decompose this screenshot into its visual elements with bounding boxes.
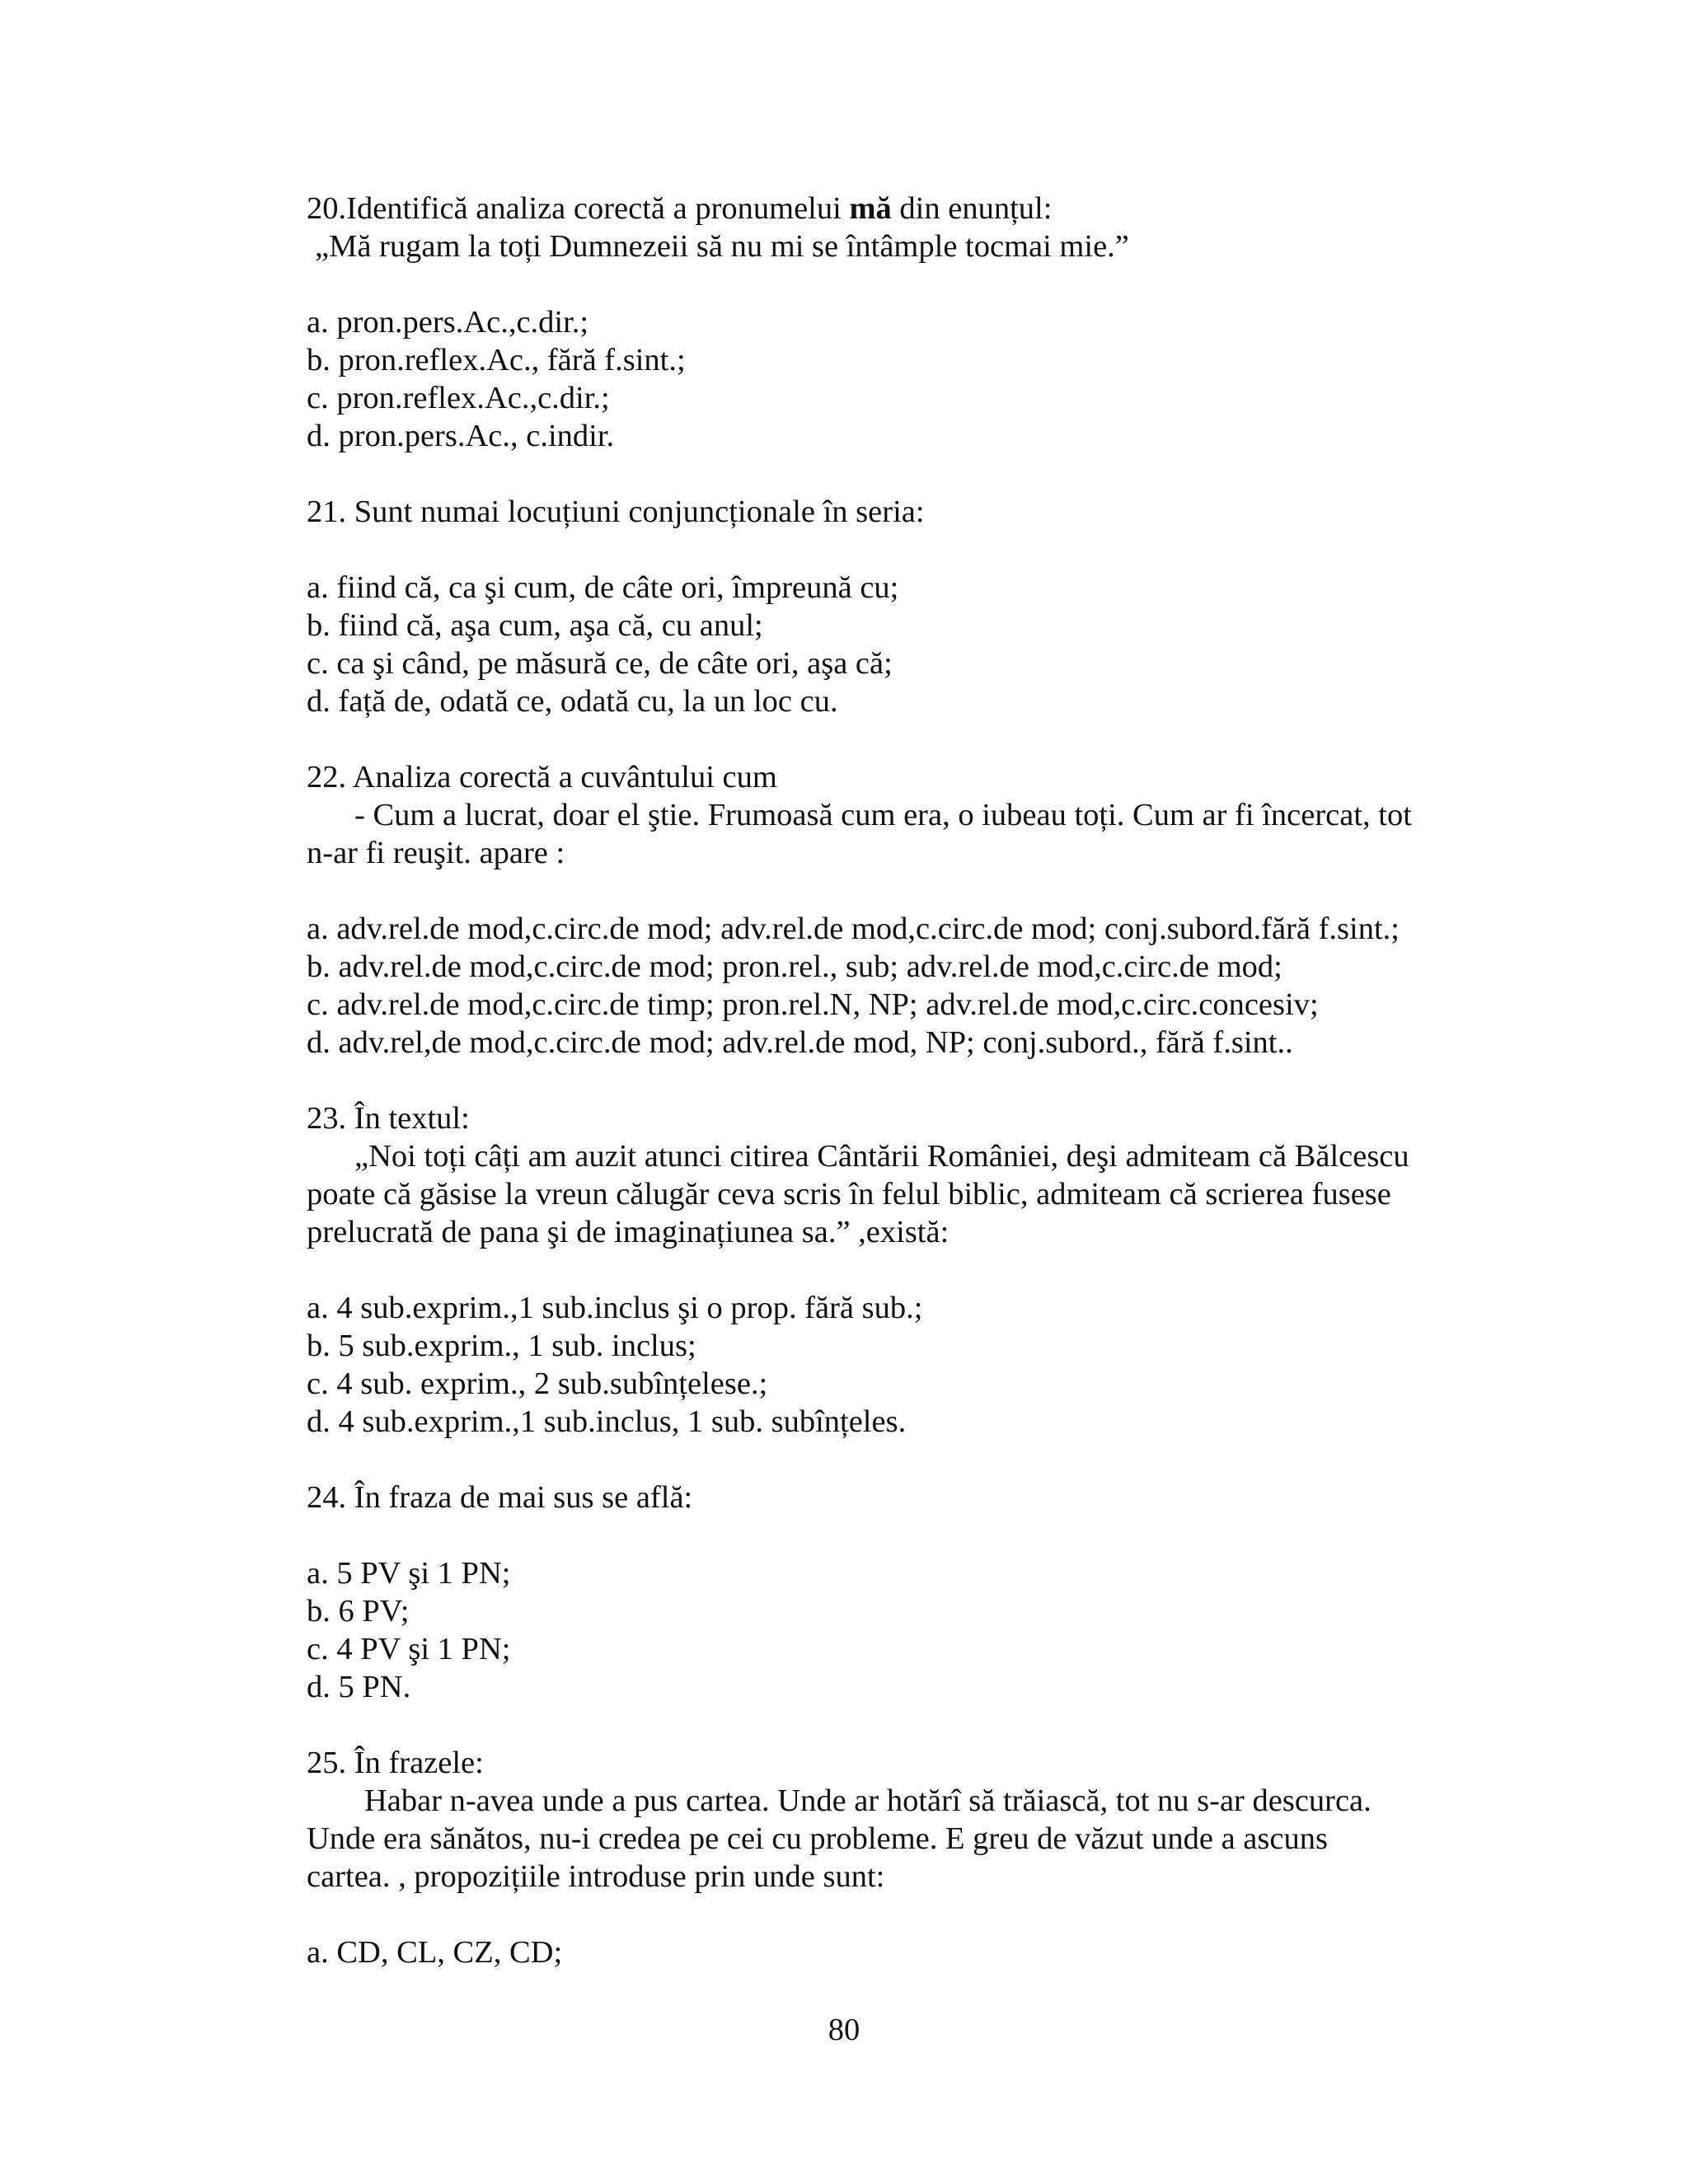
question-25-stem: 25. În frazele:	[307, 1746, 484, 1780]
question-25-text-line-2: Unde era sănătos, nu-i credea pe cei cu probleme. E greu de văzut unde a ascuns	[307, 1821, 1328, 1856]
question-20-quote: „Mă rugam la toți Dumnezeii să nu mi se întâmple tocmai mie.”	[315, 229, 1129, 264]
question-22-option-c: c. adv.rel.de mod,c.circ.de timp; pron.rel.N, NP; adv.rel.de mod,c.circ.concesiv;	[307, 987, 1319, 1022]
question-25-text-line-1: Habar n-avea unde a pus cartea. Unde ar hotărî să trăiască, tot nu s-ar descurca.	[364, 1783, 1372, 1818]
question-24-option-b: b. 6 PV;	[307, 1594, 410, 1629]
page-number: 80	[828, 2013, 860, 2047]
question-23-option-a: a. 4 sub.exprim.,1 sub.inclus şi o prop. fără sub.;	[307, 1291, 923, 1325]
spacer	[307, 1706, 1477, 1744]
question-22-option-d: d. adv.rel,de mod,c.circ.de mod; adv.rel.de mod, NP; conj.subord., fără f.sint..	[307, 1025, 1293, 1060]
question-20-option-a: a. pron.pers.Ac.,c.dir.;	[307, 305, 589, 340]
question-20-stem	[307, 190, 1477, 227]
spacer	[307, 1441, 1477, 1479]
spacer	[307, 455, 1477, 493]
question-24-option-d: d. 5 PN.	[307, 1670, 411, 1704]
question-21-stem: 21. Sunt numai locuțiuni conjuncționale în seria:	[307, 494, 925, 529]
spacer	[307, 1896, 1477, 1933]
question-20-option-c: c. pron.reflex.Ac.,c.dir.;	[307, 381, 610, 415]
question-23-stem: 23. În textul:	[307, 1101, 470, 1136]
question-25-option-a: a. CD, CL, CZ, CD;	[307, 1935, 563, 1970]
question-20-option-b: b. pron.reflex.Ac., fără f.sint.;	[307, 343, 686, 377]
question-21-option-a: a. fiind că, ca şi cum, de câte ori, împreună cu;	[307, 570, 899, 605]
question-23-text-line-2: poate că găsise la vreun călugăr ceva scris în felul biblic, admiteam că scrierea fusese	[307, 1177, 1391, 1212]
question-24-option-a: a. 5 PV şi 1 PN;	[307, 1556, 511, 1591]
question-20-suffix: din enunțul:	[891, 191, 1053, 226]
question-21-option-b: b. fiind că, aşa cum, aşa că, cu anul;	[307, 608, 763, 643]
spacer	[307, 720, 1477, 758]
question-23-text-line-3: prelucrată de pana şi de imaginațiunea sa.” ,există:	[307, 1215, 950, 1249]
question-22-text-line-2: n-ar fi reuşit. apare :	[307, 836, 565, 870]
question-20-prefix: 20.Identifică analiza corectă a pronumelui	[307, 191, 850, 226]
question-22-text-line-1: - Cum a lucrat, doar el ştie. Frumoasă cum era, o iubeau toți. Cum ar fi încercat, tot	[354, 798, 1412, 832]
question-20-bold-word: mă	[849, 191, 892, 226]
question-23-option-c: c. 4 sub. exprim., 2 sub.subînțelese.;	[307, 1366, 768, 1401]
spacer	[307, 1062, 1477, 1099]
question-22-stem: 22. Analiza corectă a cuvântului cum	[307, 760, 777, 794]
question-21-option-d: d. față de, odată ce, odată cu, la un loc cu.	[307, 684, 838, 719]
question-20-option-d: d. pron.pers.Ac., c.indir.	[307, 419, 615, 453]
spacer	[307, 872, 1477, 910]
page-content	[307, 190, 1477, 1971]
question-24-stem: 24. În fraza de mai sus se află:	[307, 1480, 693, 1515]
spacer	[307, 1251, 1477, 1289]
question-21-option-c: c. ca şi când, pe măsură ce, de câte ori, aşa că;	[307, 646, 893, 681]
spacer	[307, 265, 1477, 303]
question-23-option-b: b. 5 sub.exprim., 1 sub. inclus;	[307, 1329, 696, 1363]
question-24-option-c: c. 4 PV şi 1 PN;	[307, 1632, 511, 1666]
spacer	[307, 531, 1477, 569]
spacer	[307, 1516, 1477, 1554]
question-22-option-a: a. adv.rel.de mod,c.circ.de mod; adv.rel.de mod,c.circ.de mod; conj.subord.fără f.sint.;	[307, 912, 1400, 946]
question-22-option-b: b. adv.rel.de mod,c.circ.de mod; pron.rel., sub; adv.rel.de mod,c.circ.de mod;	[307, 949, 1282, 984]
question-23-option-d: d. 4 sub.exprim.,1 sub.inclus, 1 sub. subînțeles.	[307, 1404, 907, 1439]
question-25-text-line-3: cartea. , propozițiile introduse prin unde sunt:	[307, 1859, 885, 1894]
question-23-text-line-1: „Noi toți câți am auzit atunci citirea Cântării României, deşi admiteam că Bălcescu	[354, 1139, 1409, 1174]
